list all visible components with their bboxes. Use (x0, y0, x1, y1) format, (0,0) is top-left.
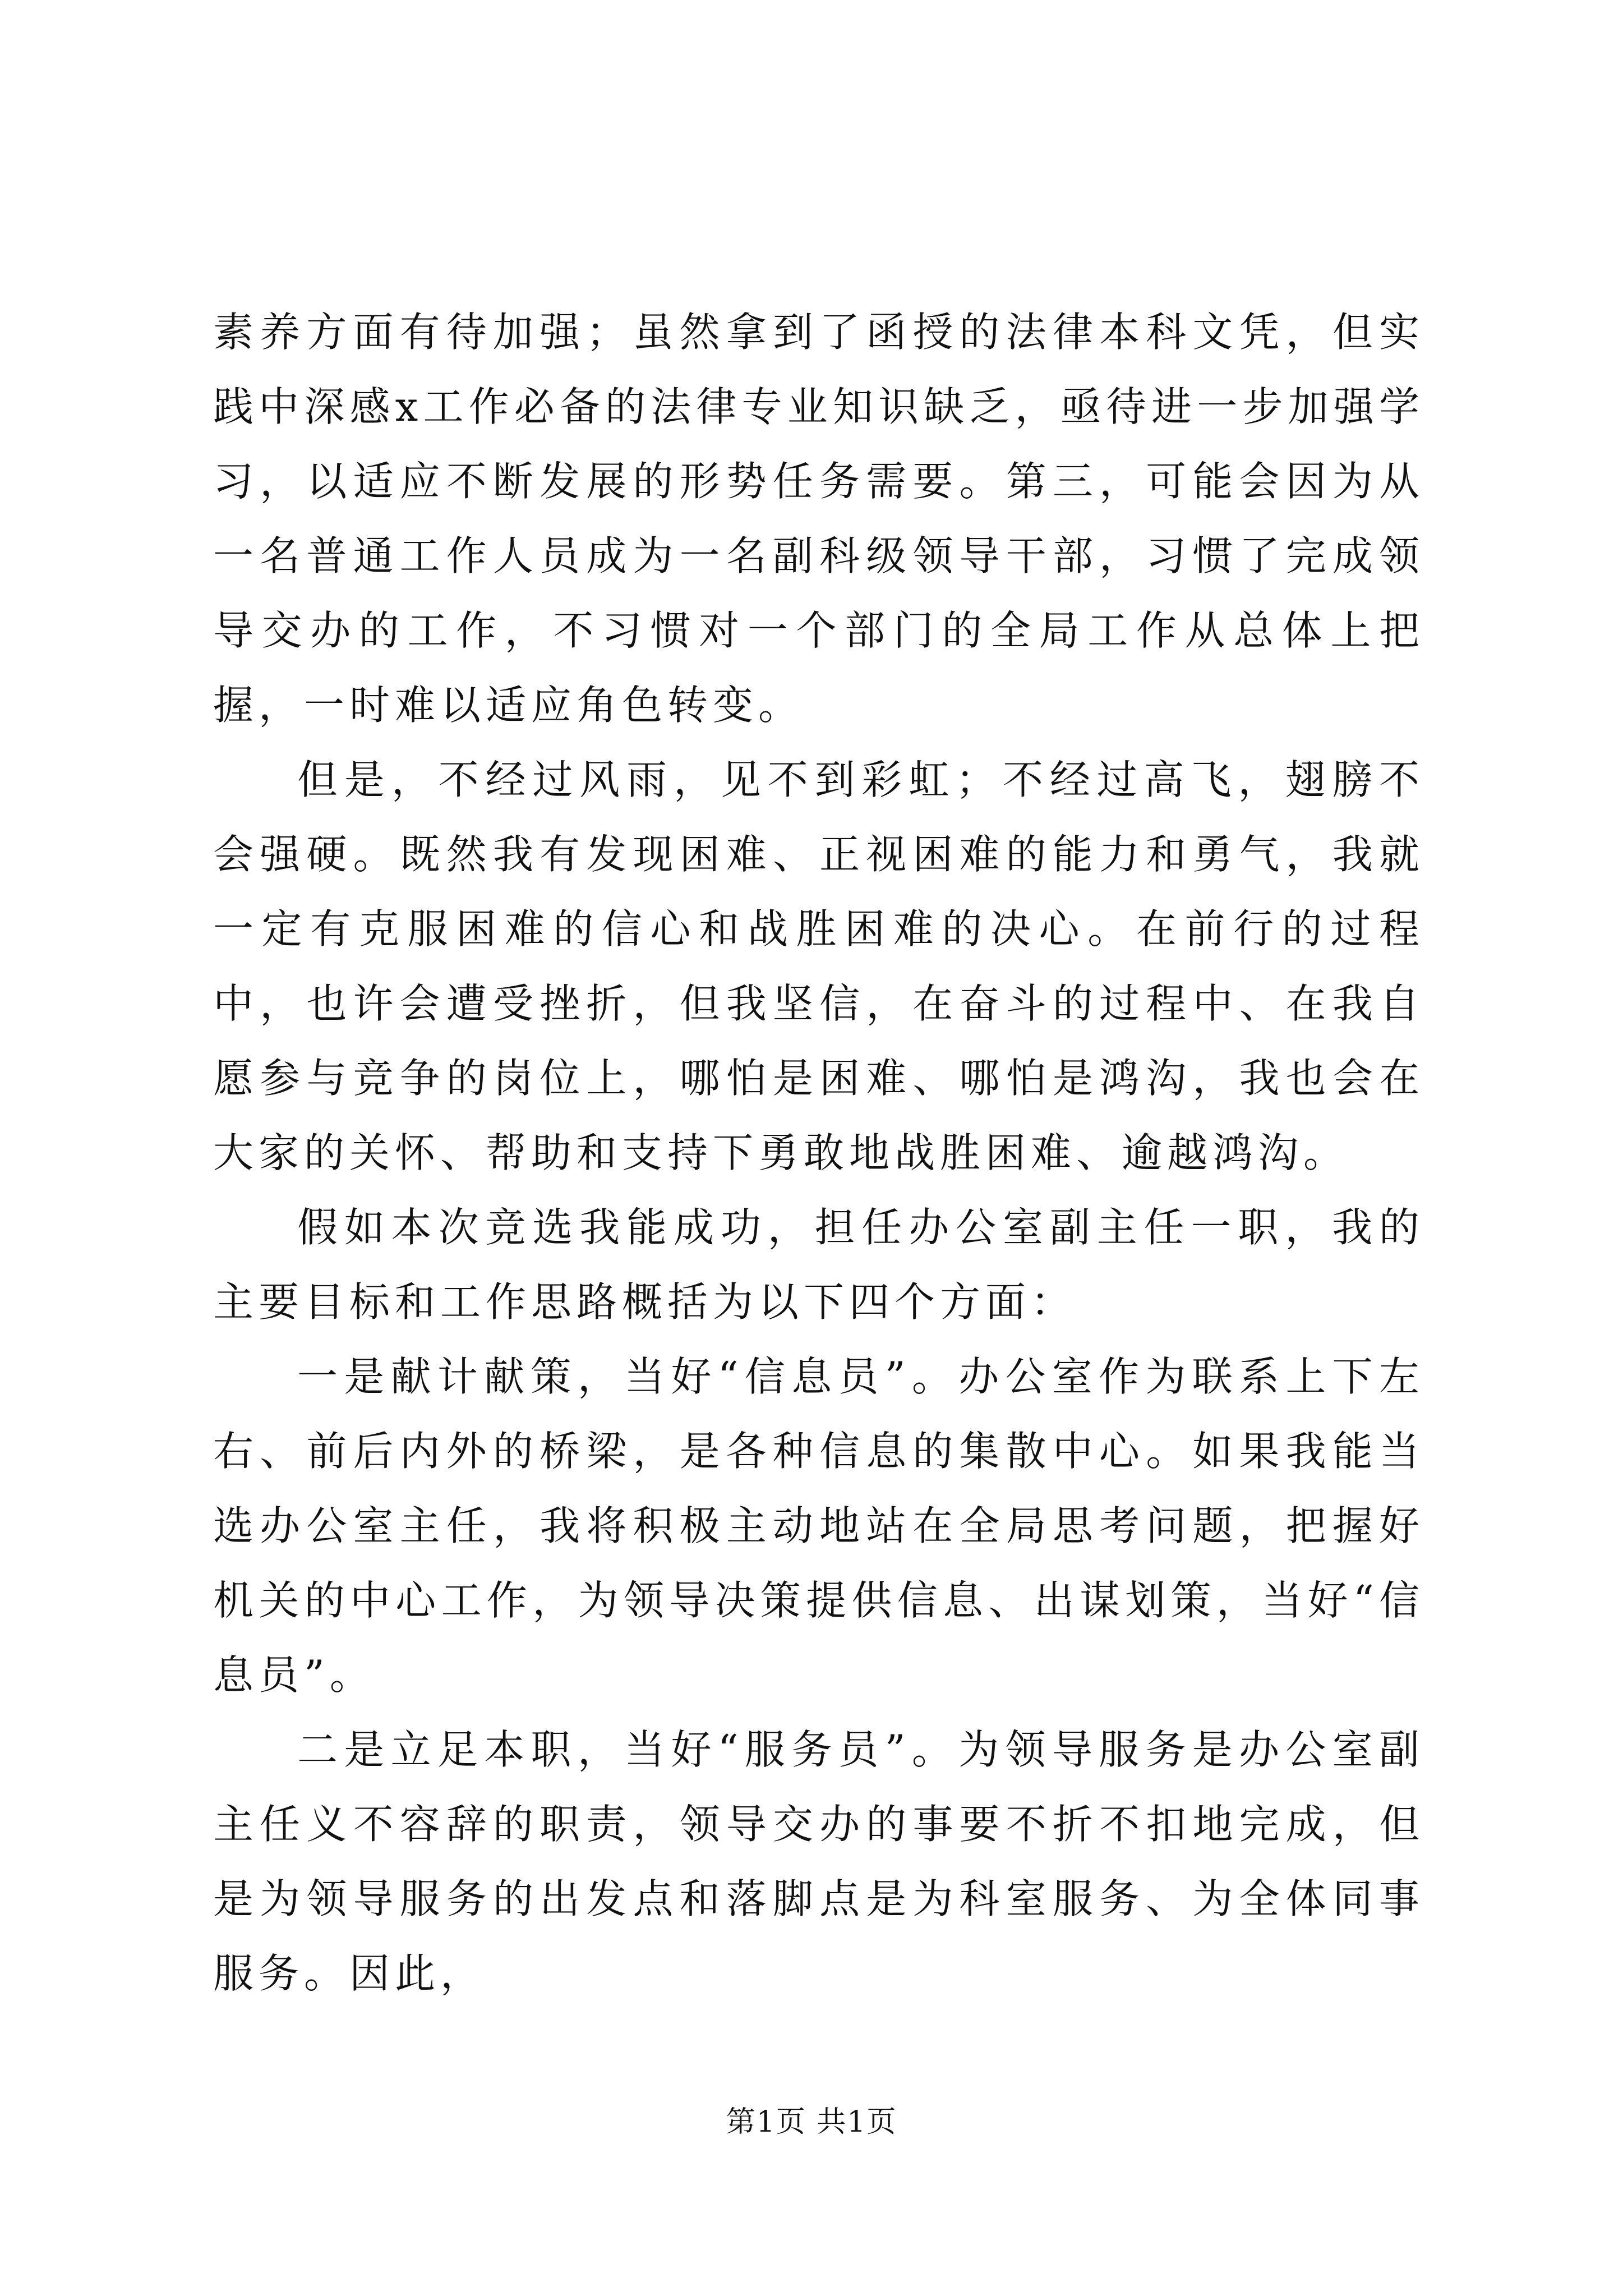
page-footer: 第1页 共1页 (726, 2105, 897, 2139)
paragraph-3: 假如本次竞选我能成功，担任办公室副主任一职，我的主要目标和工作思路概括为以下四个方面： (213, 1204, 1424, 1326)
paragraph-5: 二是立足本职，当好“服务员”。为领导服务是办公室副主任义不容辞的职责，领导交办的事要不折不扣地完成，但是为领导服务的出发点和落脚点是为科室服务、为全体同事服务。因此， (213, 1726, 1424, 1997)
paragraph-4: 一是献计献策，当好“信息员”。办公室作为联系上下左右、前后内外的桥梁，是各种信息的集散中心。如果我能当选办公室主任，我将积极主动地站在全局思考问题，把握好机关的中心工作，为领导决策提供信息、出谋划策，当好“信息员”。 (213, 1353, 1424, 1699)
paragraph-2: 但是，不经过风雨，见不到彩虹；不经过高飞，翅膀不会强硬。既然我有发现困难、正视困难的能力和勇气，我就一定有克服困难的信心和战胜困难的决心。在前行的过程中，也许会遭受挫折，但我坚信，在奋斗的过程中、在我自愿参与竞争的岗位上，哪怕是困难、哪怕是鸿沟，我也会在大家的关怀、帮助和支持下勇敢地战胜困难、逾越鸿沟。 (213, 756, 1424, 1176)
document-body (213, 295, 1424, 2011)
paragraph-1: 素养方面有待加强；虽然拿到了函授的法律本科文凭，但实践中深感x工作必备的法律专业知识缺乏，亟待进一步加强学习，以适应不断发展的形势任务需要。第三，可能会因为从一名普通工作人员成为一名副科级领导干部，习惯了完成领导交办的工作，不习惯对一个部门的全局工作从总体上把握，一时难以适应角色转变。 (213, 309, 1424, 729)
